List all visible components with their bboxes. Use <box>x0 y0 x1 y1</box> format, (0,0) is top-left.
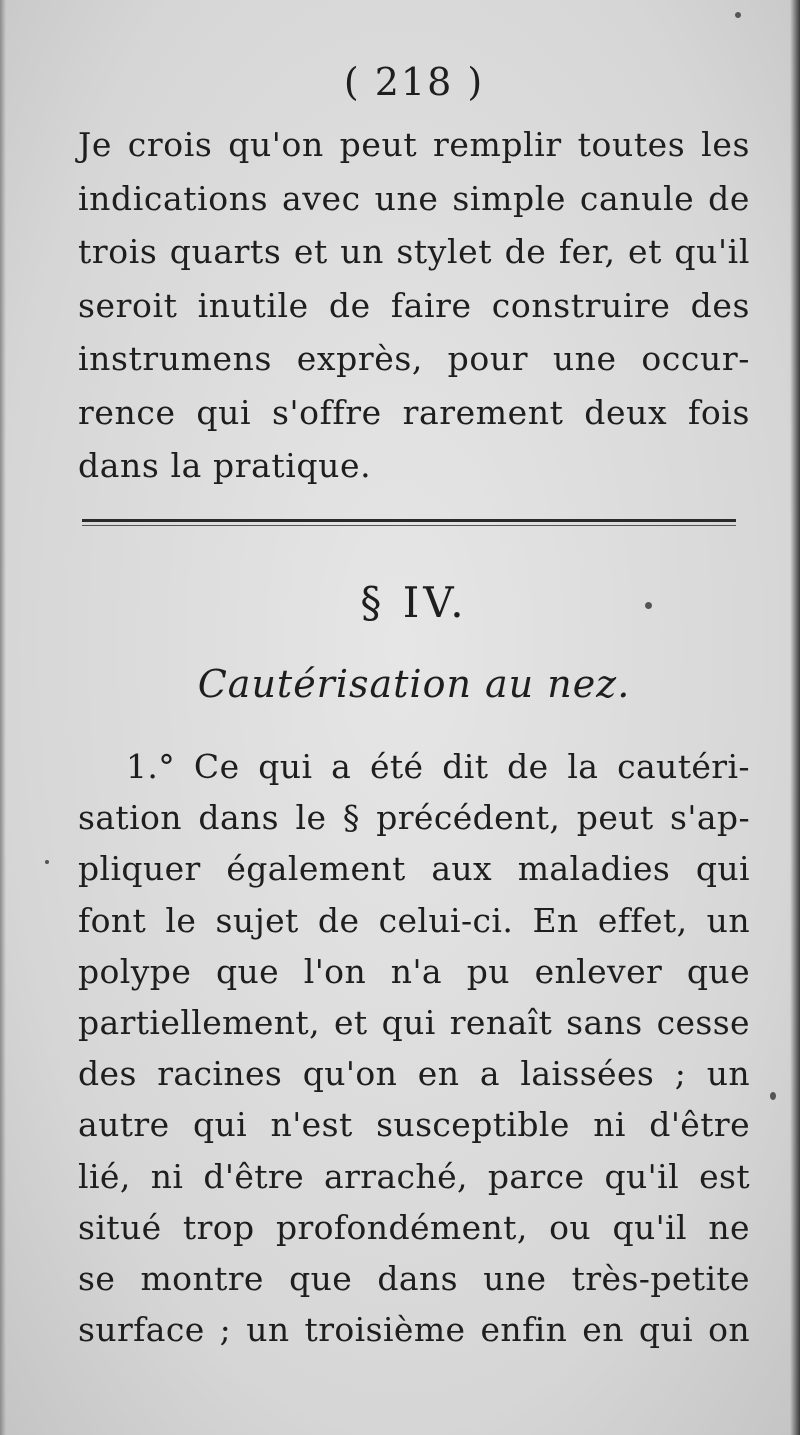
paragraph-2-line: 1.° Ce qui a été dit de la cautéri- <box>126 747 750 786</box>
section-divider <box>82 519 736 529</box>
page-number: ( 218 ) <box>343 60 485 104</box>
divider-thin-line <box>82 525 736 526</box>
paragraph-2-line: situé trop profondément, ou qu'il ne <box>78 1207 750 1247</box>
page-left-edge <box>0 0 6 1435</box>
paragraph-1-line: Je crois qu'on peut remplir toutes les <box>78 125 750 164</box>
paragraph-2-line: autre qui n'est susceptible ni d'être <box>78 1105 750 1145</box>
section-title: Cautérisation au nez. <box>197 662 631 706</box>
paragraph-2 <box>78 741 750 1355</box>
ink-speck <box>645 602 652 609</box>
paragraph-1 <box>78 118 750 493</box>
paragraph-1-line: instrumens exprès, pour une occur- <box>78 339 750 378</box>
ink-speck <box>770 1092 776 1100</box>
paragraph-1-line: indications avec une simple canule de <box>78 178 750 218</box>
paragraph-2-line: pliquer également aux maladies qui <box>78 849 750 889</box>
page-right-edge <box>790 0 800 1435</box>
paragraph-2-line: font le sujet de celui-ci. En effet, un <box>78 900 750 940</box>
paragraph-1-line: rence qui s'offre rarement deux fois <box>78 392 750 432</box>
paragraph-2-line: des racines qu'on en a laissées ; un <box>78 1054 750 1094</box>
paragraph-2-line: surface ; un troisième enfin en qui on <box>78 1310 750 1350</box>
paragraph-1-line: seroit inutile de faire construire des <box>78 285 750 325</box>
ink-speck <box>45 860 49 864</box>
paragraph-1-line: trois quarts et un stylet de fer, et qu'il <box>78 232 750 271</box>
paragraph-2-line: partiellement, et qui renaît sans cesse <box>78 1002 750 1042</box>
paragraph-2-line: se montre que dans une très-petite <box>78 1258 750 1298</box>
paragraph-1-line: dans la pratique. <box>78 446 372 485</box>
paragraph-2-line: polype que l'on n'a pu enlever que <box>78 951 750 991</box>
paragraph-2-line: sation dans le § précédent, peut s'ap- <box>78 798 750 838</box>
paragraph-2-line: lié, ni d'être arraché, parce qu'il est <box>78 1156 750 1196</box>
divider-thick-line <box>82 519 736 522</box>
ink-speck <box>735 12 741 18</box>
section-number: § IV. <box>360 578 468 627</box>
